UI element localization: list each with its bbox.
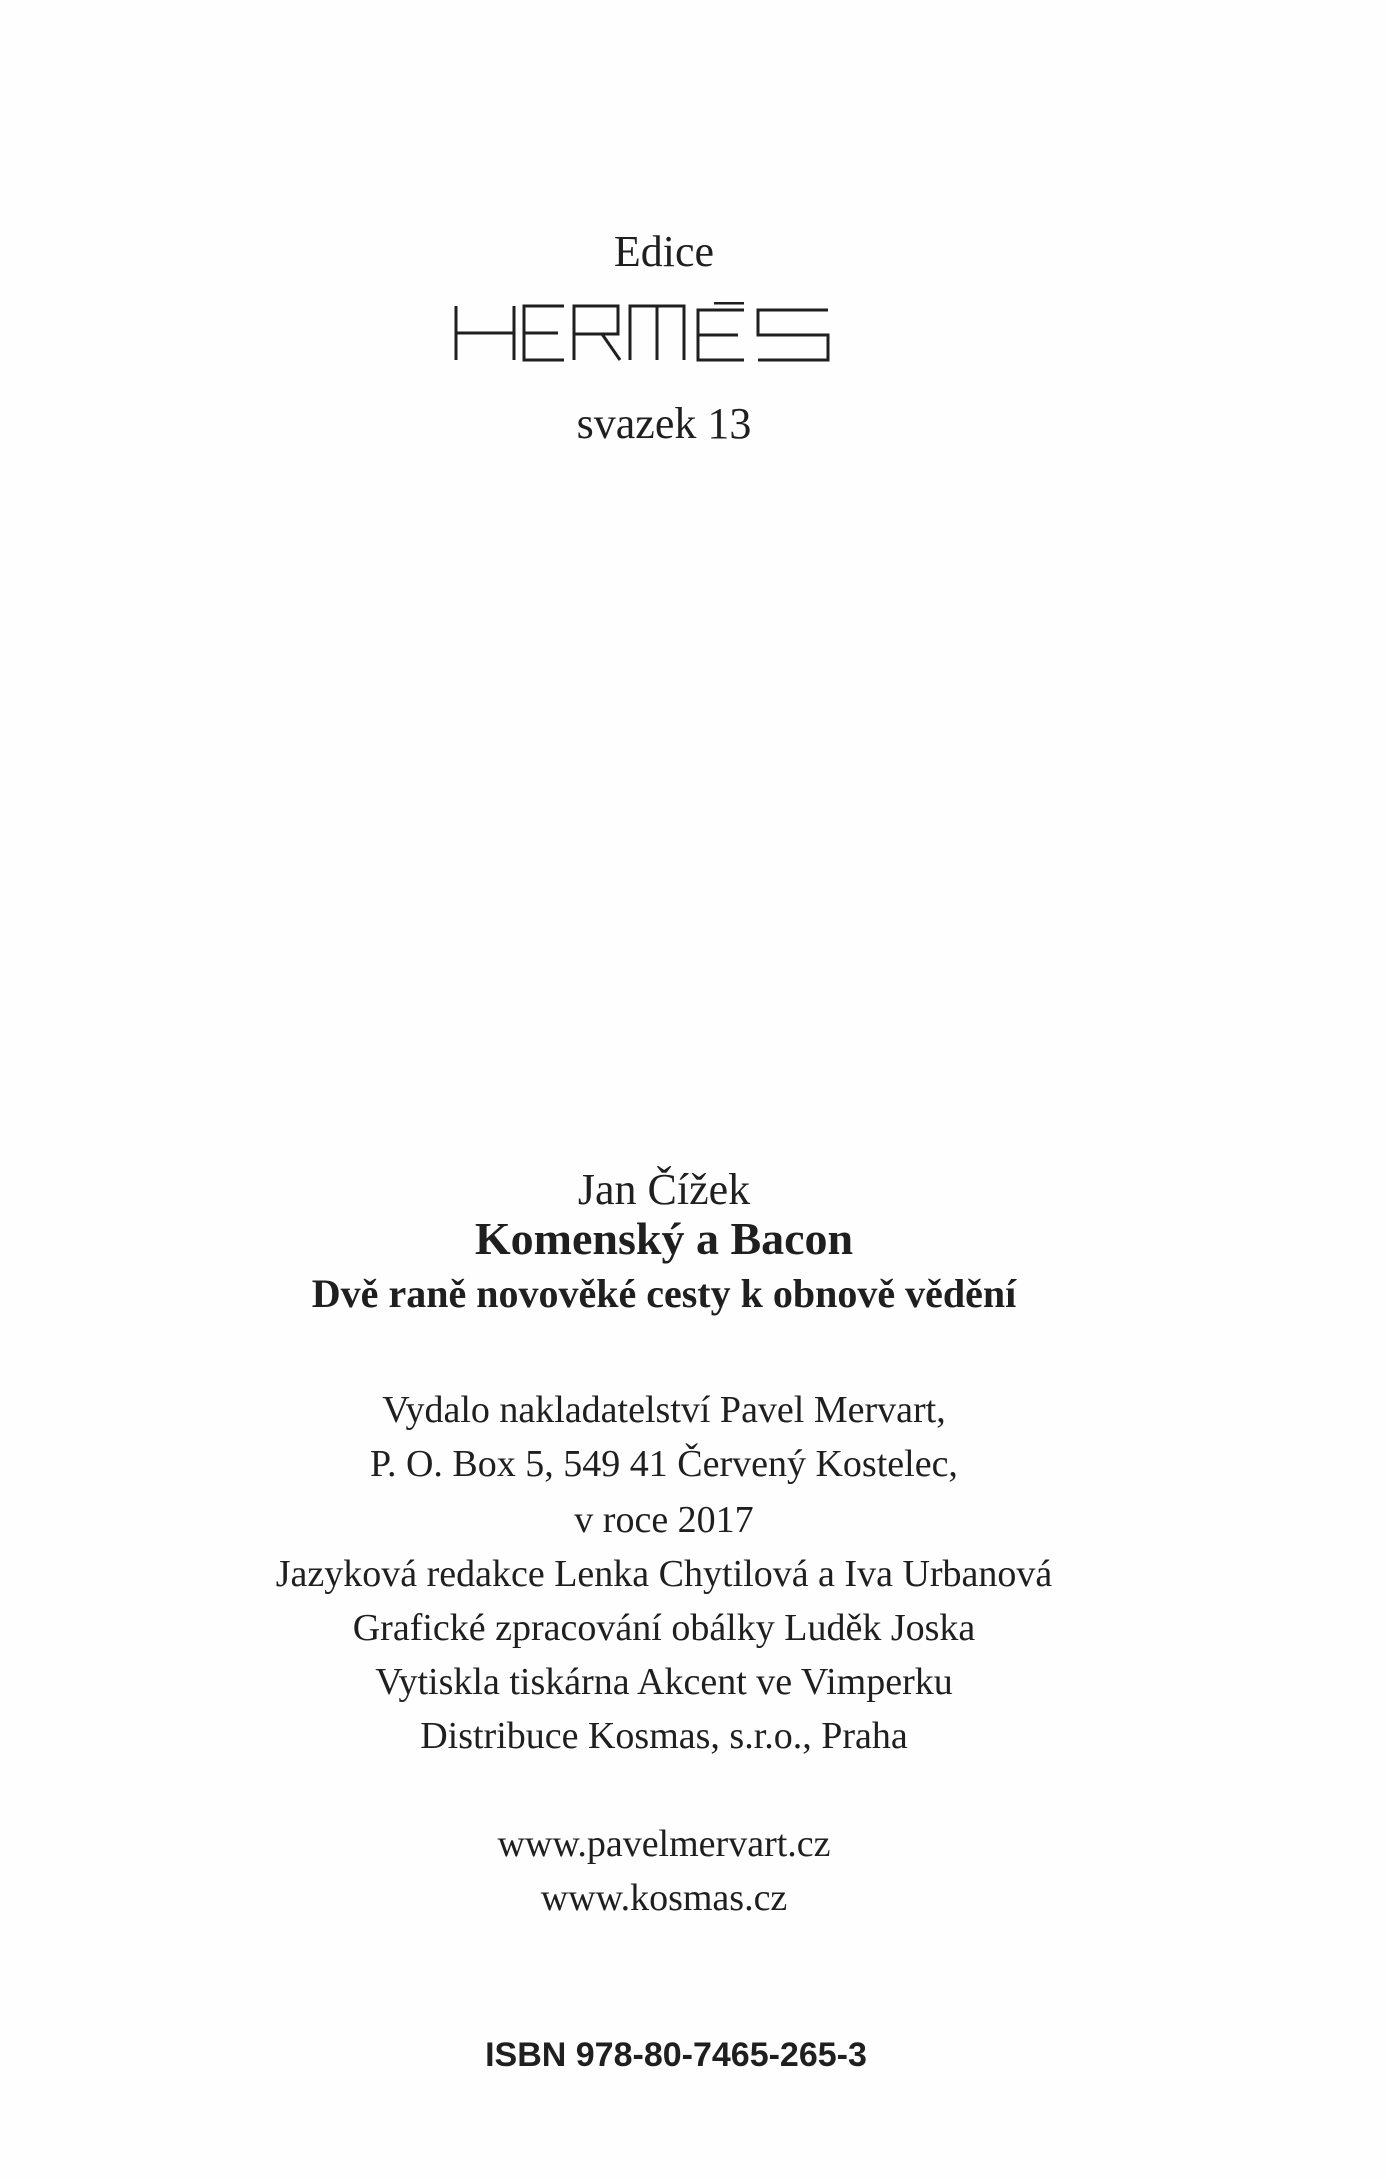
imprint-line: P. O. Box 5, 549 41 Červený Kostelec,: [370, 1443, 958, 1485]
book-title: Komenský a Bacon: [474, 1213, 854, 1264]
imprint-line: v roce 2017: [574, 1499, 754, 1541]
imprint-line: Distribuce Kosmas, s.r.o., Praha: [420, 1715, 908, 1757]
series-label: Edice: [613, 227, 715, 276]
imprint-line: Jazyková redakce Lenka Chytilová a Iva Urbanová: [275, 1553, 1053, 1595]
book-subtitle: Dvě raně novověké cesty k obnově vědění: [311, 1271, 1017, 1316]
isbn-number: ISBN 978-80-7465-265-3: [485, 2036, 867, 2074]
imprint-line: Grafické zpracování obálky Luděk Joska: [352, 1607, 976, 1649]
hermes-series-logo: [452, 302, 832, 362]
publisher-website: www.pavelmervart.cz: [497, 1823, 831, 1865]
imprint-line: Vytiskla tiskárna Akcent ve Vimperku: [375, 1661, 953, 1703]
book-author: Jan Čížek: [577, 1165, 751, 1214]
imprint-line: Vydalo nakladatelství Pavel Mervart,: [382, 1389, 946, 1431]
distributor-website: www.kosmas.cz: [540, 1877, 788, 1919]
series-volume: svazek 13: [576, 399, 752, 448]
